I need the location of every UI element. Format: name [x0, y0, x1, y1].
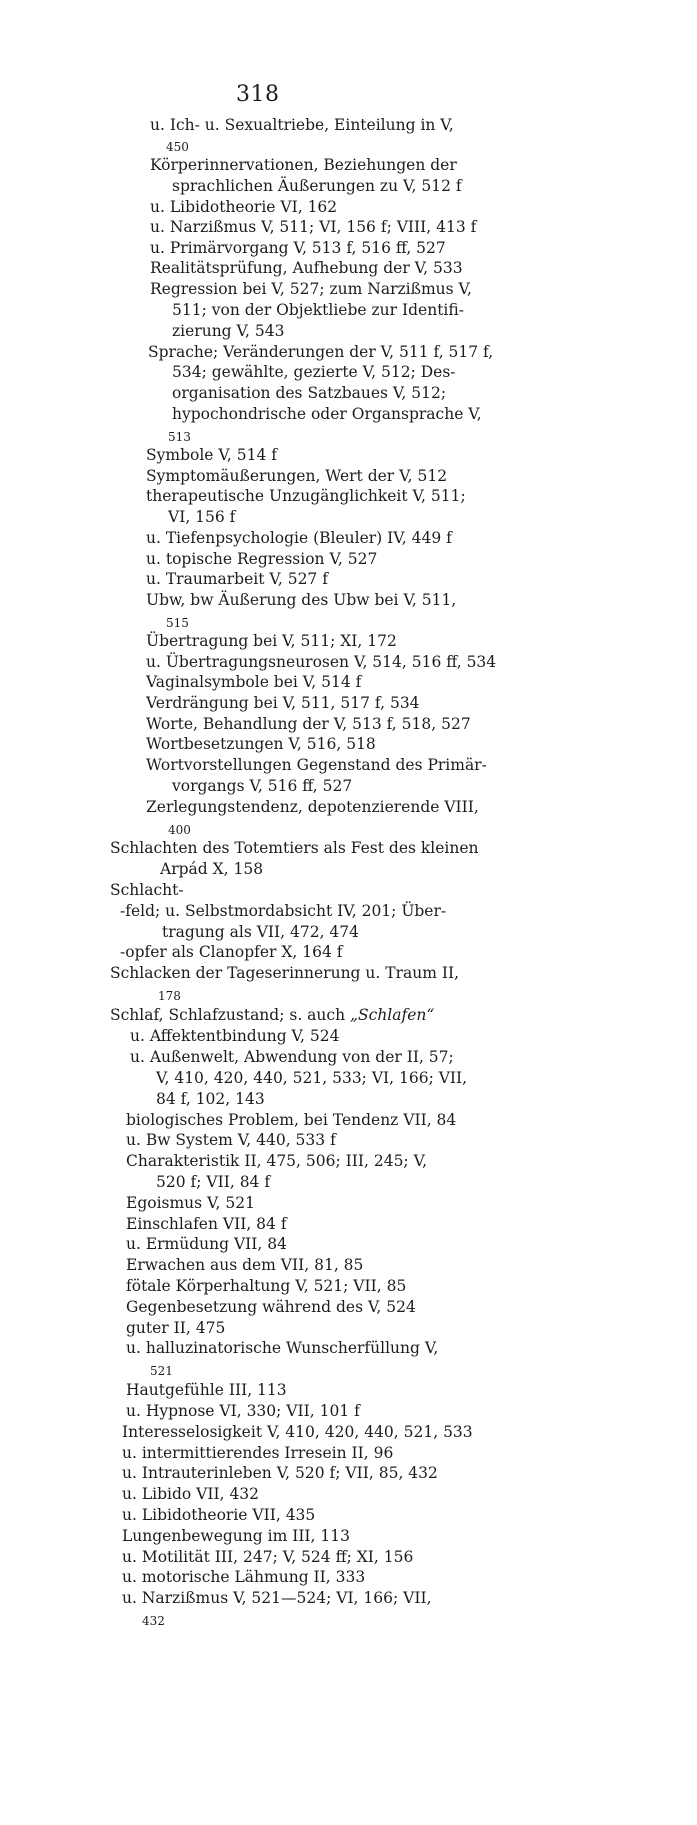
- index-line-text: Vaginalsymbole bei V, 514 f: [146, 673, 362, 691]
- index-line-text: Erwachen aus dem VII, 81, 85: [126, 1256, 364, 1274]
- index-line: [146, 797, 479, 817]
- index-line-text: Hautgefühle III, 113: [126, 1381, 287, 1399]
- index-line-text: Sprache; Veränderungen der V, 511 f, 517 f,: [148, 343, 494, 361]
- index-line: [146, 714, 471, 734]
- index-line-text: Realitätsprüfung, Aufhebung der V, 533: [150, 259, 463, 277]
- index-line: [142, 1611, 165, 1631]
- index-line-text: u. Hypnose VI, 330; VII, 101 f: [126, 1402, 360, 1420]
- index-line-text: Schlachten des Totemtiers als Fest des kleinen: [110, 839, 479, 857]
- index-line-text: u. Ermüdung VII, 84: [126, 1235, 287, 1253]
- index-line-text: u. Libido VII, 432: [122, 1485, 260, 1503]
- index-line-text: 520 f; VII, 84 f: [156, 1173, 271, 1191]
- index-line: [172, 321, 284, 341]
- index-line: [172, 383, 446, 403]
- index-line: [158, 986, 181, 1006]
- index-line: [172, 362, 456, 382]
- index-line-text: guter II, 475: [126, 1319, 226, 1337]
- index-line: [126, 1110, 456, 1130]
- index-line-text: Symbole V, 514 f: [146, 446, 277, 464]
- index-line: [150, 155, 457, 175]
- index-line: [146, 755, 487, 775]
- index-line-text: 534; gewählte, gezierte V, 512; Des-: [172, 363, 456, 381]
- index-line: [150, 197, 337, 217]
- index-line-text: Worte, Behandlung der V, 513 f, 518, 527: [146, 715, 471, 733]
- index-line: [156, 1089, 265, 1109]
- index-line-text: sprachlichen Äußerungen zu V, 512 f: [172, 177, 462, 195]
- index-line-text: 400: [168, 823, 191, 837]
- index-line-text: Regression bei V, 527; zum Narzißmus V,: [150, 280, 472, 298]
- index-line-text: Schlacken der Tageserinnerung u. Traum II,: [110, 964, 459, 982]
- index-line: [148, 342, 493, 362]
- index-line-text: Übertragung bei V, 511; XI, 172: [146, 632, 397, 650]
- index-line: [160, 859, 263, 879]
- index-line: [150, 1361, 173, 1381]
- index-line-text: hypochondrische oder Organsprache V,: [172, 405, 482, 423]
- index-line: [172, 176, 462, 196]
- index-line: [146, 549, 377, 569]
- index-line-text: u. intermittierendes Irresein II, 96: [122, 1444, 394, 1462]
- index-line-text: Wortvorstellungen Gegenstand des Primär-: [146, 756, 487, 774]
- index-line: [146, 486, 466, 506]
- index-line-text: zierung V, 543: [172, 322, 285, 340]
- index-line-text: -opfer als Clanopfer X, 164 f: [120, 943, 343, 961]
- index-line: [110, 880, 184, 900]
- index-line-text: u. Libidotheorie VII, 435: [122, 1506, 316, 1524]
- index-line: [126, 1338, 438, 1358]
- index-line: [168, 820, 191, 840]
- index-line-text: Interesselosigkeit V, 410, 420, 440, 521, 533: [122, 1423, 473, 1441]
- index-line-text: u. Bw System V, 440, 533 f: [126, 1131, 336, 1149]
- index-line-text: V, 410, 420, 440, 521, 533; VI, 166; VII,: [156, 1069, 468, 1087]
- index-line-text: vorgangs V, 516 ff, 527: [172, 777, 353, 795]
- index-line: [126, 1276, 406, 1296]
- index-line-text: 432: [142, 1614, 165, 1628]
- index-line: [150, 238, 446, 258]
- index-line-text: u. Tiefenpsychologie (Bleuler) IV, 449 f: [146, 529, 452, 547]
- index-line: [122, 1526, 350, 1546]
- index-line: [122, 1505, 315, 1525]
- index-line: [126, 1297, 416, 1317]
- index-line: [146, 672, 361, 692]
- index-line-text: 515: [166, 616, 189, 630]
- index-line-text: 513: [168, 430, 191, 444]
- index-line-text: therapeutische Unzugänglichkeit V, 511;: [146, 487, 466, 505]
- index-line: [126, 1130, 336, 1150]
- page-number: 318: [236, 82, 280, 107]
- index-line-text: 178: [158, 989, 181, 1003]
- index-line-text: Schlacht-: [110, 881, 184, 899]
- index-line-text: u. Primärvorgang V, 513 f, 516 ff, 527: [150, 239, 446, 257]
- index-line-text: Arpád X, 158: [160, 860, 264, 878]
- index-line: [126, 1401, 360, 1421]
- index-line-text: Schlaf, Schlafzustand; s. auch: [110, 1006, 350, 1024]
- index-line: [156, 1172, 270, 1192]
- index-line: [126, 1234, 287, 1254]
- index-line: [122, 1547, 413, 1567]
- index-line: [130, 1026, 339, 1046]
- index-line: [166, 137, 189, 157]
- index-line: [150, 217, 476, 237]
- index-line-text: u. Motilität III, 247; V, 524 ff; XI, 156: [122, 1548, 414, 1566]
- index-line-text: Zerlegungstendenz, depotenzierende VIII,: [146, 798, 479, 816]
- index-line-text: tragung als VII, 472, 474: [162, 923, 360, 941]
- index-line-crossref: „Schlafen“: [350, 1006, 435, 1024]
- index-line: [146, 590, 456, 610]
- index-line: [126, 1151, 427, 1171]
- index-line-text: u. Libidotheorie VI, 162: [150, 198, 338, 216]
- index-line: [110, 838, 479, 858]
- index-line: [122, 1443, 393, 1463]
- index-line: [120, 942, 343, 962]
- index-line-text: Charakteristik II, 475, 506; III, 245; V,: [126, 1152, 427, 1170]
- index-line: [122, 1588, 432, 1608]
- index-line-text: u. topische Regression V, 527: [146, 550, 378, 568]
- index-line: [146, 528, 452, 548]
- index-line: [122, 1484, 259, 1504]
- index-line-text: 84 f, 102, 143: [156, 1090, 265, 1108]
- index-line: [126, 1318, 225, 1338]
- index-line-text: Verdrängung bei V, 511, 517 f, 534: [146, 694, 420, 712]
- index-line: [122, 1422, 473, 1442]
- index-line: [126, 1380, 287, 1400]
- index-line: [166, 613, 189, 633]
- index-line-text: organisation des Satzbaues V, 512;: [172, 384, 447, 402]
- index-line-text: u. motorische Lähmung II, 333: [122, 1568, 366, 1586]
- index-line: [162, 922, 359, 942]
- index-line: [172, 404, 482, 424]
- index-line-text: Körperinnervationen, Beziehungen der: [150, 156, 457, 174]
- index-line: [146, 652, 496, 672]
- index-line: [122, 1567, 365, 1587]
- index-line: [110, 1005, 434, 1025]
- index-line: [150, 258, 463, 278]
- index-line-text: 450: [166, 140, 189, 154]
- index-line: [130, 1047, 454, 1067]
- index-line-text: VI, 156 f: [168, 508, 236, 526]
- index-line: [126, 1255, 363, 1275]
- index-line-text: Wortbesetzungen V, 516, 518: [146, 735, 376, 753]
- index-line: [122, 1463, 438, 1483]
- index-line-text: Gegenbesetzung während des V, 524: [126, 1298, 416, 1316]
- index-line-text: u. Traumarbeit V, 527 f: [146, 570, 328, 588]
- index-line-text: u. halluzinatorische Wunscherfüllung V,: [126, 1339, 439, 1357]
- index-line: [146, 445, 277, 465]
- index-line-text: u. Übertragungsneurosen V, 514, 516 ff, 534: [146, 653, 497, 671]
- index-line-text: Symptomäußerungen, Wert der V, 512: [146, 467, 448, 485]
- index-line: [172, 776, 352, 796]
- index-line: [146, 693, 420, 713]
- index-line-text: u. Narzißmus V, 521—524; VI, 166; VII,: [122, 1589, 432, 1607]
- index-line: [146, 466, 447, 486]
- index-line-text: u. Außenwelt, Abwendung von der II, 57;: [130, 1048, 454, 1066]
- index-line: [126, 1214, 287, 1234]
- index-line: [150, 279, 472, 299]
- index-line-text: u. Affektentbindung V, 524: [130, 1027, 340, 1045]
- index-line: [120, 901, 446, 921]
- index-line: [168, 427, 191, 447]
- index-line-text: -feld; u. Selbstmordabsicht IV, 201; Über-: [120, 902, 447, 920]
- index-line: [156, 1068, 467, 1088]
- index-line: [146, 734, 376, 754]
- index-line: [172, 300, 464, 320]
- index-line-text: u. Narzißmus V, 511; VI, 156 f; VIII, 413 f: [150, 218, 477, 236]
- index-line-text: u. Ich- u. Sexualtriebe, Einteilung in V,: [150, 116, 454, 134]
- index-line: [110, 963, 459, 983]
- index-line-text: Ubw, bw Äußerung des Ubw bei V, 511,: [146, 591, 457, 609]
- index-line-text: 521: [150, 1364, 173, 1378]
- index-line: [168, 507, 235, 527]
- index-line: [150, 115, 454, 135]
- index-line-text: fötale Körperhaltung V, 521; VII, 85: [126, 1277, 407, 1295]
- index-line-text: biologisches Problem, bei Tendenz VII, 84: [126, 1111, 457, 1129]
- index-line-text: Egoismus V, 521: [126, 1194, 255, 1212]
- index-line-text: u. Intrauterinleben V, 520 f; VII, 85, 432: [122, 1464, 438, 1482]
- index-line: [146, 569, 328, 589]
- index-line-text: Lungenbewegung im III, 113: [122, 1527, 350, 1545]
- index-line: [146, 631, 397, 651]
- index-line-text: 511; von der Objektliebe zur Identifi-: [172, 301, 464, 319]
- index-line-text: Einschlafen VII, 84 f: [126, 1215, 287, 1233]
- index-line: [126, 1193, 255, 1213]
